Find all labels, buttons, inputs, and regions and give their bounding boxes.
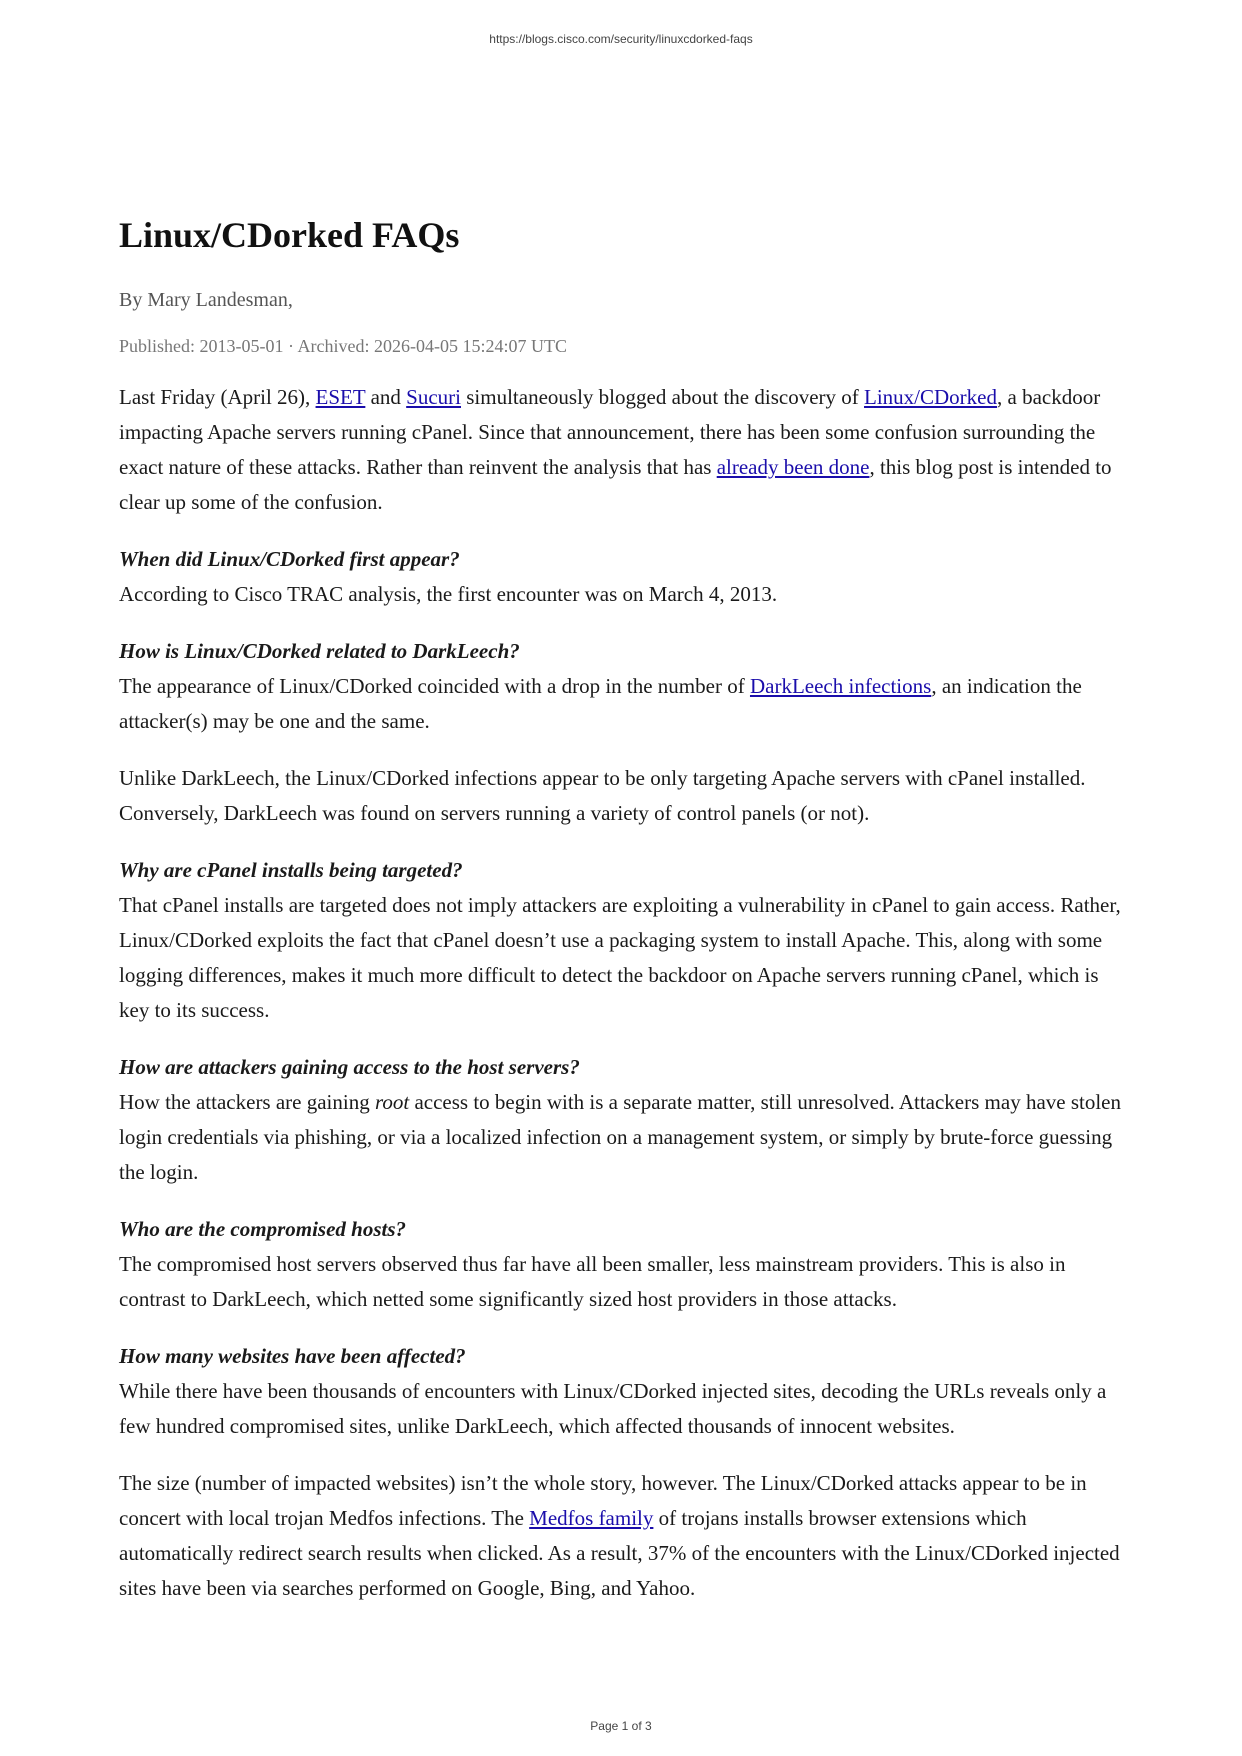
eset-link[interactable]: ESET [315, 385, 366, 409]
intro-paragraph: Last Friday (April 26), ESET and Sucuri simultaneously blogged about the discovery of Linux/CDorked, a backdoor impacting Apache servers running cPanel. Since that announcement, there has been some confusion surrounding the exact nature of these attacks. Rather than reinvent the analysis that has already been done, this blog post is intended to clear up some of the confusion. [119, 385, 1112, 514]
article-content [119, 212, 1129, 1628]
faq-first-appear [119, 542, 1129, 612]
faq-question: How are attackers gaining access to the host servers? [119, 1055, 580, 1079]
faq-question: Who are the compromised hosts? [119, 1217, 407, 1241]
faq-answer: According to Cisco TRAC analysis, the first encounter was on March 4, 2013. [119, 582, 778, 606]
publish-meta: Published: 2013-05-01 · Archived: 2026-04-05 15:24:07 UTC [119, 336, 567, 356]
page-url: https://blogs.cisco.com/security/linuxcdorked-faqs [489, 32, 753, 46]
faq-question: Why are cPanel installs being targeted? [119, 858, 463, 882]
article-body [119, 380, 1129, 1606]
faq-cpanel-targeted [119, 853, 1129, 1028]
faq-compromised-hosts [119, 1212, 1129, 1317]
page-number: Page 1 of 3 [590, 1719, 652, 1733]
page-title: Linux/CDorked FAQs [119, 215, 460, 255]
faq-medfos-paragraph: The size (number of impacted websites) isn’t the whole story, however. The Linux/CDorked attacks appear to be in concert with local trojan Medfos infections. The Medfos family of trojans installs browser extensions which automatically redirect search results when clicked. As a result, 37% of the encounters with the Linux/CDorked injected sites have been via searches performed on Google, Bing, and Yahoo. [119, 1471, 1120, 1600]
already-been-done-link[interactable]: already been done [716, 455, 870, 479]
root-emphasis: root [374, 1090, 410, 1114]
faq-question: How is Linux/CDorked related to DarkLeech? [119, 639, 520, 663]
linux-cdorked-link[interactable]: Linux/CDorked [864, 385, 997, 409]
faq-websites-affected [119, 1339, 1129, 1444]
faq-attacker-access: How are attackers gaining access to the host servers? How the attackers are gaining root access to begin with is a separate matter, still unresolved. Attackers may have stolen login credentials via phishing, or via a localized infection on a management system, or simply by brute-force guessing the login. [119, 1050, 1129, 1190]
darkleech-infections-link[interactable]: DarkLeech infections [749, 674, 932, 698]
faq-answer: The compromised host servers observed thus far have all been smaller, less mainstream providers. This is also in contrast to DarkLeech, which netted some significantly sized host providers in those attacks. [119, 1252, 1066, 1311]
faq-darkleech-contrast: Unlike DarkLeech, the Linux/CDorked infections appear to be only targeting Apache servers with cPanel installed. Conversely, DarkLeech was found on servers running a variety of control panels (or not). [119, 766, 1086, 825]
byline: By Mary Landesman, [119, 289, 293, 311]
faq-question: When did Linux/CDorked first appear? [119, 547, 460, 571]
medfos-family-link[interactable]: Medfos family [529, 1506, 654, 1530]
faq-question: How many websites have been affected? [119, 1344, 466, 1368]
faq-darkleech-relation: How is Linux/CDorked related to DarkLeech? The appearance of Linux/CDorked coincided with a drop in the number of DarkLeech infections, an indication the attacker(s) may be one and the same. [119, 634, 1129, 739]
sucuri-link[interactable]: Sucuri [406, 385, 461, 409]
faq-answer: While there have been thousands of encounters with Linux/CDorked injected sites, decoding the URLs reveals only a few hundred compromised sites, unlike DarkLeech, which affected thousands of innocent websites. [119, 1379, 1107, 1438]
faq-answer: That cPanel installs are targeted does not imply attackers are exploiting a vulnerability in cPanel to gain access. Rather, Linux/CDorked exploits the fact that cPanel doesn’t use a packaging system to install Apache. This, along with some logging differences, makes it much more difficult to detect the backdoor on Apache servers running cPanel, which is key to its success. [119, 893, 1121, 1022]
